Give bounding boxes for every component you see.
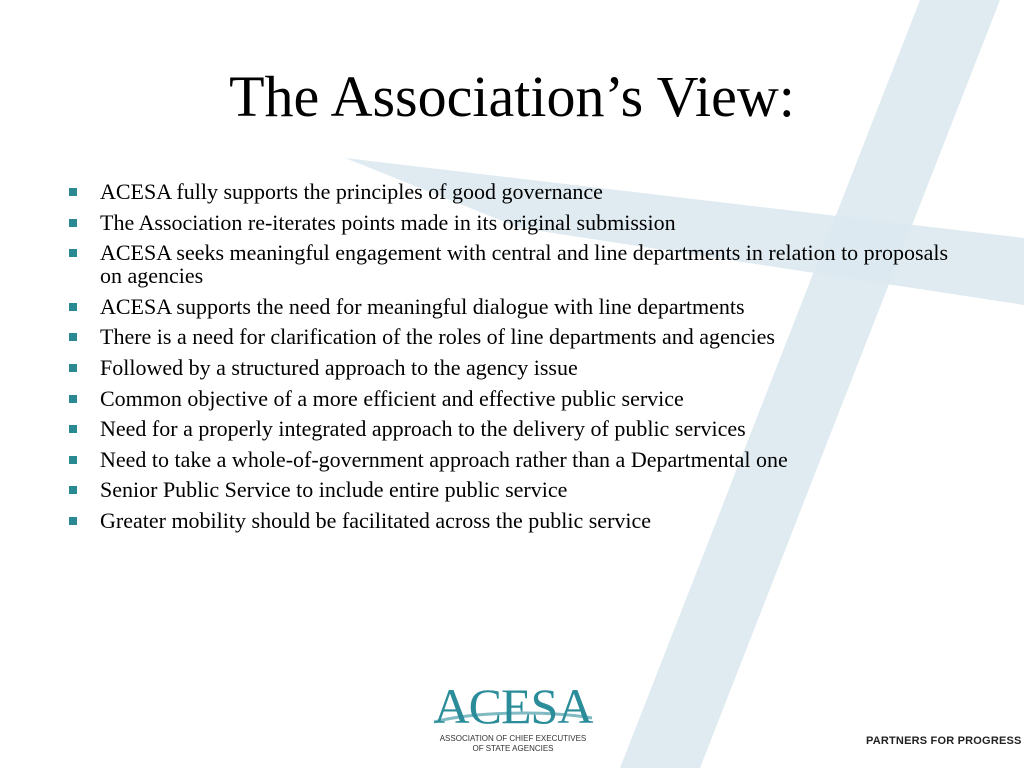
list-item [68,180,968,203]
bullet-square-icon [69,456,77,464]
list-item [68,241,968,287]
bullet-text: Followed by a structured approach to the agency issue [100,354,578,380]
bullet-square-icon [69,486,77,494]
list-item [68,509,968,532]
bullet-square-icon [69,249,77,257]
bullet-text: There is a need for clarification of the roles of line departments and agencies [100,324,775,350]
list-item [68,448,968,471]
logo-wordmark: ACESA [433,678,593,734]
slide-title: The Association’s View: [229,64,795,129]
bullet-square-icon [69,188,77,196]
list-item [68,356,968,379]
footer-tagline: PARTNERS FOR PROGRESS [866,735,1022,747]
acesa-logo [432,678,594,760]
bullet-text: Common objective of a more efficient and effective public service [100,385,684,411]
bullet-text: ACESA supports the need for meaningful dialogue with line departments [100,293,745,319]
list-item [68,417,968,440]
bullet-square-icon [69,333,77,341]
bullet-square-icon [69,517,77,525]
bullet-text: ACESA seeks meaningful engagement with central and line departments in relation to proposals on agencies [100,240,949,289]
bullet-text: Senior Public Service to include entire public service [100,477,568,503]
logo-subtitle-line2: OF STATE AGENCIES [472,744,554,753]
list-item [68,211,968,234]
bullet-text: Need to take a whole-of-government approach rather than a Departmental one [100,446,788,472]
bullet-square-icon [69,425,77,433]
logo-swoosh-icon [432,708,594,728]
list-item [68,295,968,318]
bullet-text: The Association re-iterates points made in its original submission [100,209,676,235]
bullet-square-icon [69,219,77,227]
bullet-text: Need for a properly integrated approach to the delivery of public services [100,416,746,442]
list-item [68,387,968,410]
bullet-text: Greater mobility should be facilitated across the public service [100,507,652,533]
bullet-list [68,180,968,540]
bullet-text: ACESA fully supports the principles of good governance [100,179,603,204]
bullet-square-icon [69,364,77,372]
bullet-square-icon [69,395,77,403]
bullet-square-icon [69,303,77,311]
list-item [68,478,968,501]
list-item [68,325,968,348]
logo-subtitle-line1: ASSOCIATION OF CHIEF EXECUTIVES [439,734,587,743]
